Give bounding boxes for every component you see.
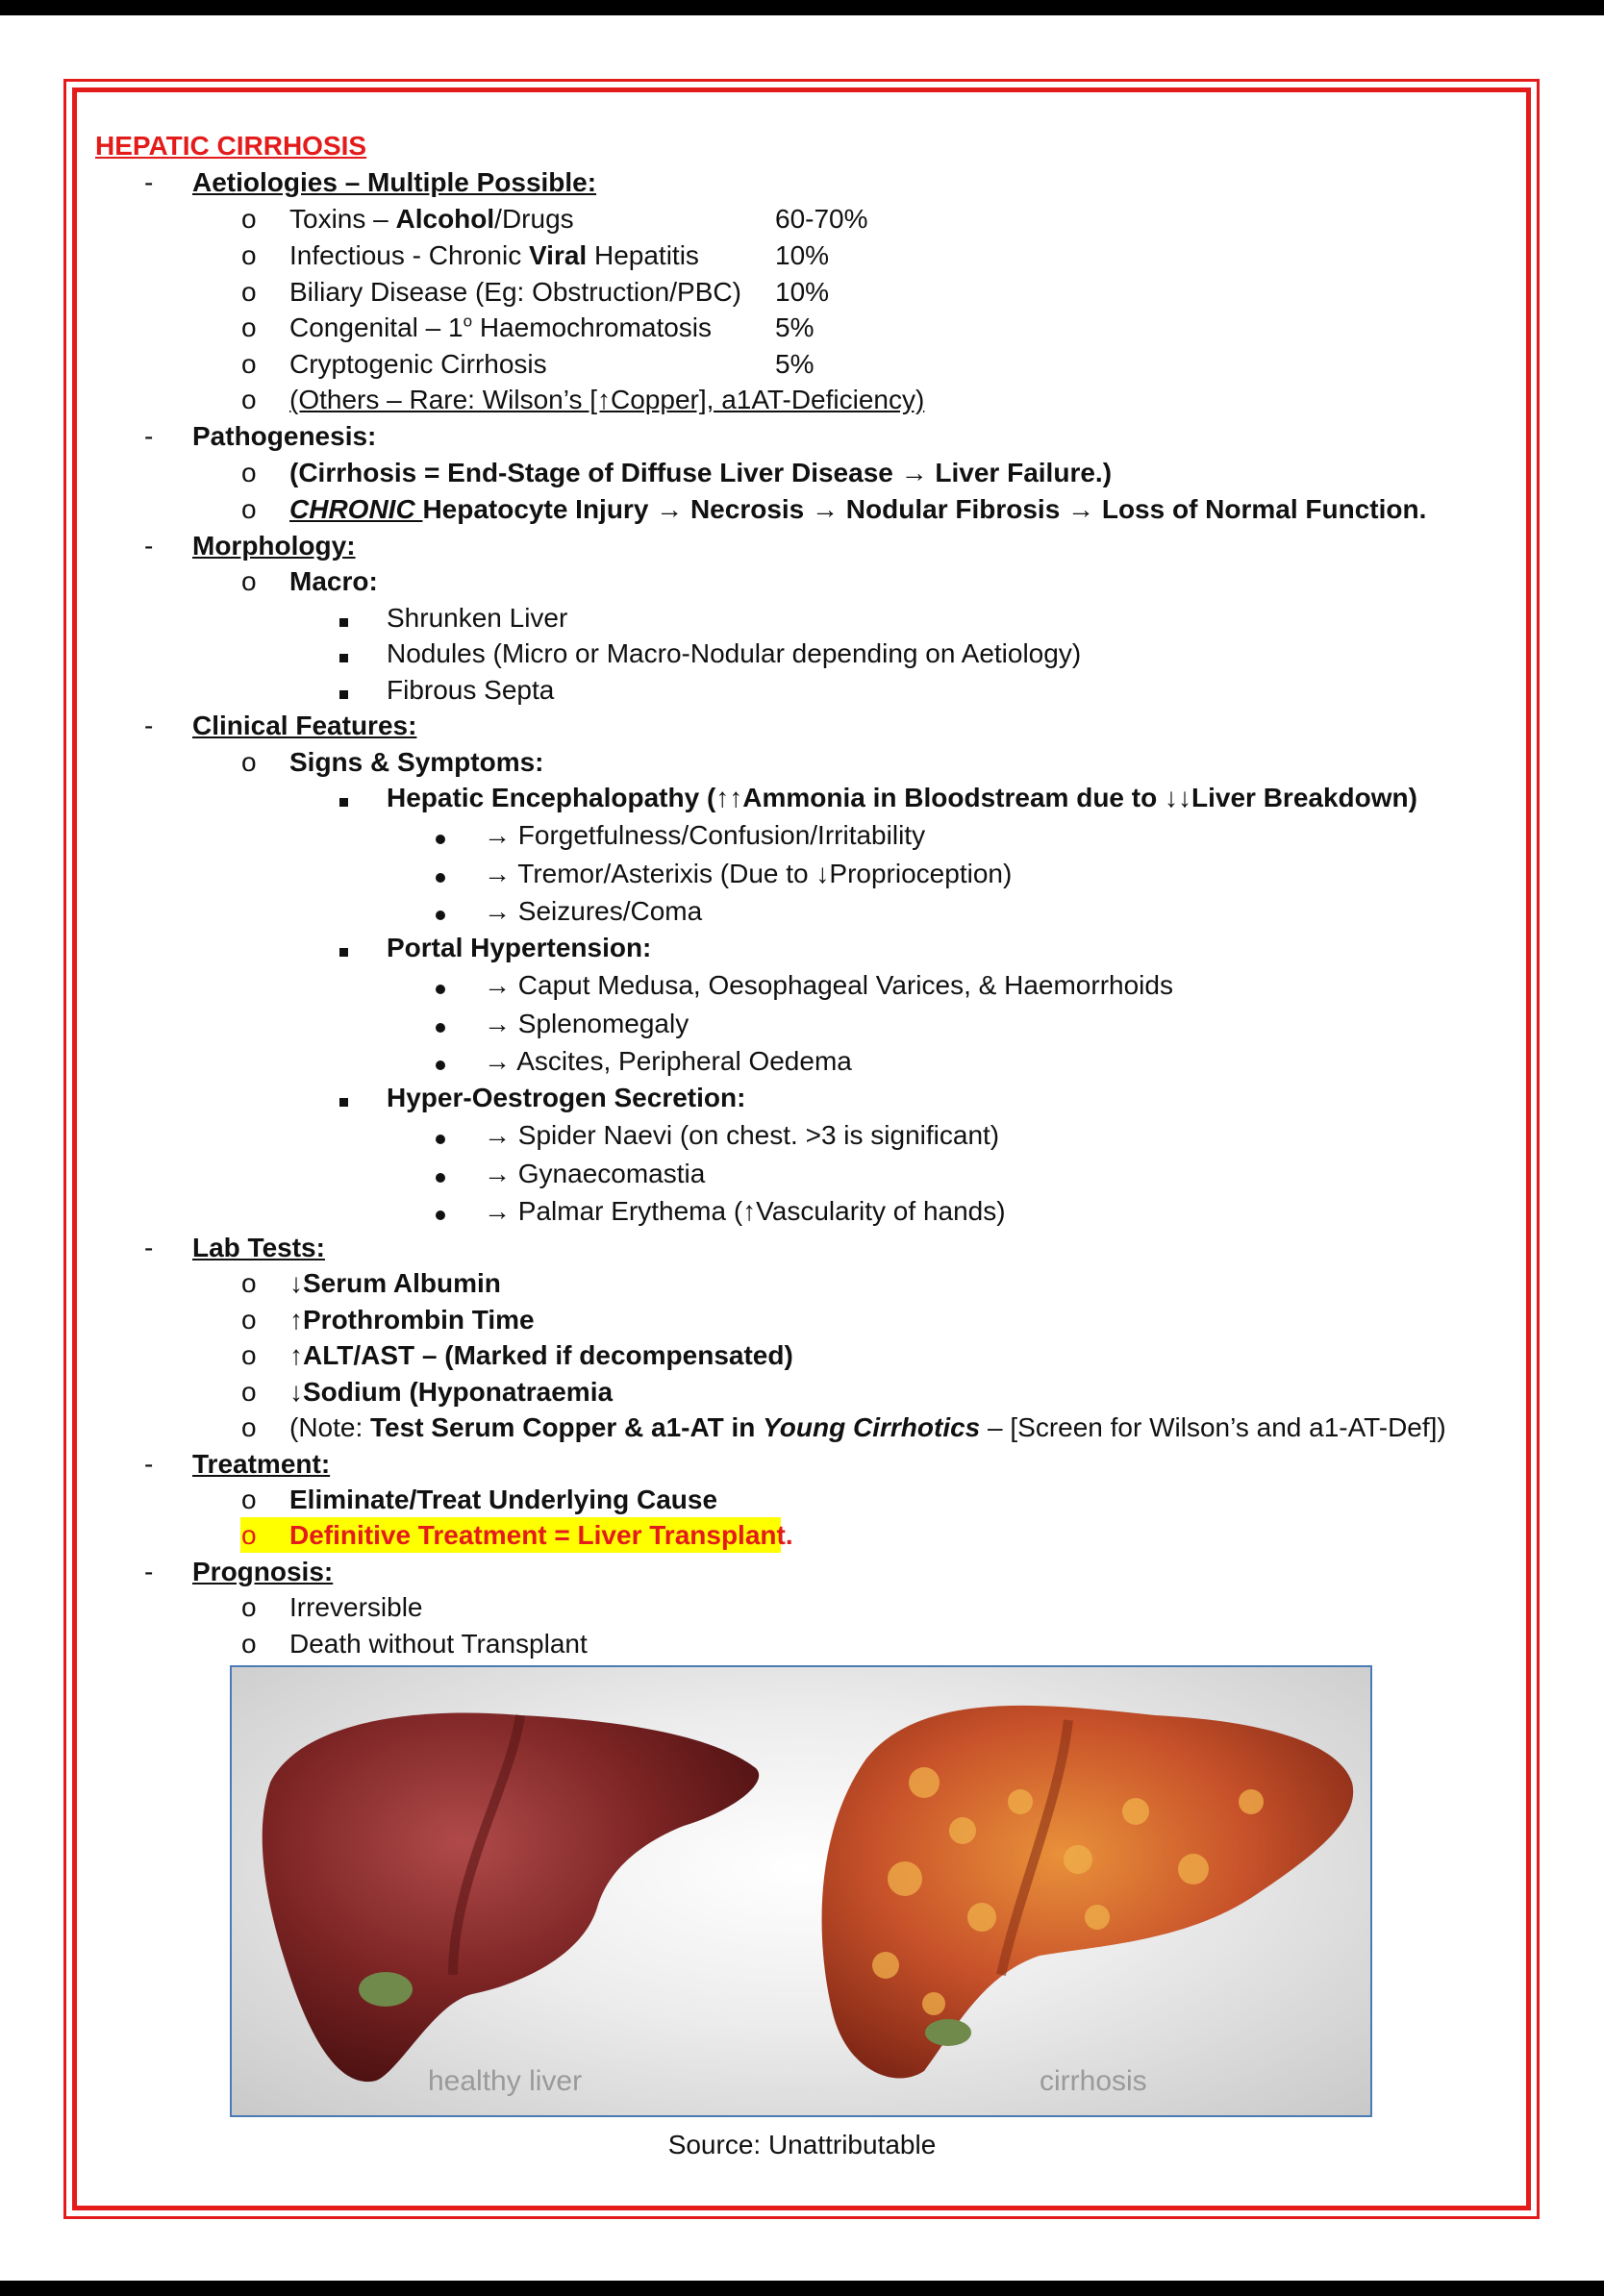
lab-item: ↓Sodium (Hyponatraemia	[289, 1377, 614, 1407]
liver-comparison-image	[230, 1665, 1372, 2117]
aetiology-percent: 60-70%	[775, 204, 868, 234]
symptom-item: → Caput Medusa, Oesophageal Varices, & Haemorrhoids	[484, 970, 1173, 1000]
aetiology-item: (Others – Rare: Wilson’s [↑Copper], a1AT-Deficiency)	[289, 385, 925, 414]
aetiology-item: Congenital – 1$^o$ Haemochromatosis	[289, 312, 713, 342]
aetiology-item: Biliary Disease (Eg: Obstruction/PBC)	[289, 277, 741, 307]
document-content: HEPATIC CIRRHOSIS - Aetiologies – Multiple Possible: o Toxins – Alcohol/Drugs 60-70% o Infectious - Chronic Viral Hepatitis 10% o Biliary Disease (Eg: Obstruction/PBC) 10% o Congenital – 1$^o$ Haemochromatosis 5% o Cryptogenic Cirrhosis 5% o (Others – Rare: Wilson’s [↑Copper], a1AT-Deficiency) - Pathogenesis: o (Cirrhosis = End-Stage of Diffuse Liver Disease → Liver Failure.) o CHRONIC Hepatocyte Injury → Necrosis → Nodular Fibrosis → Loss of Normal Function. - Morphology: o Macro: Shrunken Liver Nodules (Micro or Macro-Nodular depending on Aetiology) Fibrous Septa - Clinical Features: o Signs & Symptoms: Hepatic Encephalopathy (↑↑Ammonia in Bloodstream due to ↓↓Liver Breakdown) → Forgetfulness/Confusion/Irritability → Tremor/Asterixis (Due to ↓Proprioception) → Seizures/Coma Portal Hypertension: → Caput Medusa, Oesophageal Varices, & Haemorrhoids → Splenomegaly → Ascites, Peripheral Oedema Hyper-Oestrogen Secretion: → Spider Naevi (on chest. >3 is significant) → Gynaecomastia → Palmar Erythema (↑Vascularity of hands) - Lab Tests: o ↓Serum Albumin o ↑Prothrombin Time o ↑ALT/AST – (Marked if decompensated) o ↓Sodium (Hyponatraemia o (Note: Test Serum Copper & a1-AT in Young Cirrhotics – [Screen for Wilson’s and a1-AT-Def]) - Treatment: o Eliminate/Treat Underlying Cause o Definitive Treatment = Liver Transplant. - Prognosis: o Irreversible o Death without Transplant	[0, 0, 1604, 2296]
morphology-item: Shrunken Liver	[387, 603, 568, 633]
cirrhosis-label: cirrhosis	[1040, 2065, 1147, 2097]
morphology-heading: Morphology:	[192, 531, 356, 561]
signs-label: Signs & Symptoms:	[289, 747, 544, 777]
healthy-liver-graphic	[263, 1713, 759, 2083]
pathogenesis-item: (Cirrhosis = End-Stage of Diffuse Liver Disease → Liver Failure.)	[289, 458, 1113, 487]
prognosis-item: Irreversible	[289, 1592, 423, 1622]
symptom-item: → Tremor/Asterixis (Due to ↓Proprioception)	[484, 859, 1013, 888]
symptom-item: → Splenomegaly	[484, 1009, 689, 1038]
aetiology-percent: 5%	[775, 312, 815, 342]
symptom-item: → Spider Naevi (on chest. >3 is significant)	[484, 1120, 1000, 1150]
aetiologies-heading: Aetiologies – Multiple Possible:	[192, 167, 597, 197]
healthy-liver-label: healthy liver	[428, 2065, 583, 2097]
symptom-item: → Ascites, Peripheral Oedema	[484, 1046, 852, 1076]
aetiology-item: Infectious - Chronic Viral Hepatitis	[289, 240, 699, 270]
pathogenesis-heading: Pathogenesis:	[192, 421, 377, 451]
symptom-group-label: Portal Hypertension:	[387, 933, 652, 962]
page-title: HEPATIC CIRRHOSIS	[95, 131, 367, 161]
macro-label: Macro:	[289, 566, 378, 596]
symptom-item: → Forgetfulness/Confusion/Irritability	[484, 820, 926, 850]
symptom-group-label: Hyper-Oestrogen Secretion:	[387, 1083, 746, 1112]
aetiology-item: Toxins – Alcohol/Drugs	[289, 204, 574, 234]
aetiology-percent: 5%	[775, 349, 815, 379]
lab-item: ↓Serum Albumin	[289, 1268, 501, 1298]
aetiology-percent: 10%	[775, 277, 830, 307]
clinical-heading: Clinical Features:	[192, 711, 417, 740]
prognosis-item: Death without Transplant	[289, 1629, 588, 1659]
liver-illustrations	[232, 1667, 1370, 2115]
prognosis-heading: Prognosis:	[192, 1557, 334, 1586]
lab-item: ↑ALT/AST – (Marked if decompensated)	[289, 1340, 793, 1370]
cirrhosis-liver-graphic	[822, 1706, 1354, 2079]
aetiology-percent: 10%	[775, 240, 830, 270]
symptom-item: → Gynaecomastia	[484, 1159, 706, 1188]
definitive-treatment: Definitive Treatment = Liver Transplant.	[289, 1520, 793, 1550]
symptom-group-label: Hepatic Encephalopathy (↑↑Ammonia in Bloodstream due to ↓↓Liver Breakdown)	[387, 783, 1417, 812]
lab-heading: Lab Tests:	[192, 1233, 325, 1262]
morphology-item: Fibrous Septa	[387, 675, 555, 705]
symptom-item: → Seizures/Coma	[484, 896, 703, 926]
morphology-item: Nodules (Micro or Macro-Nodular depending on Aetiology)	[387, 638, 1082, 668]
treatment-heading: Treatment:	[192, 1449, 331, 1479]
lab-note: (Note: Test Serum Copper & a1-AT in Young Cirrhotics – [Screen for Wilson’s and a1-AT-Def])	[289, 1412, 1446, 1442]
treatment-item: Eliminate/Treat Underlying Cause	[289, 1485, 718, 1514]
aetiology-item: Cryptogenic Cirrhosis	[289, 349, 547, 379]
image-source: Source: Unattributable	[667, 2130, 937, 2159]
pathogenesis-item: CHRONIC Hepatocyte Injury → Necrosis → Nodular Fibrosis → Loss of Normal Function.	[289, 494, 1427, 524]
lab-item: ↑Prothrombin Time	[289, 1305, 535, 1335]
symptom-item: → Palmar Erythema (↑Vascularity of hands)	[484, 1196, 1006, 1226]
